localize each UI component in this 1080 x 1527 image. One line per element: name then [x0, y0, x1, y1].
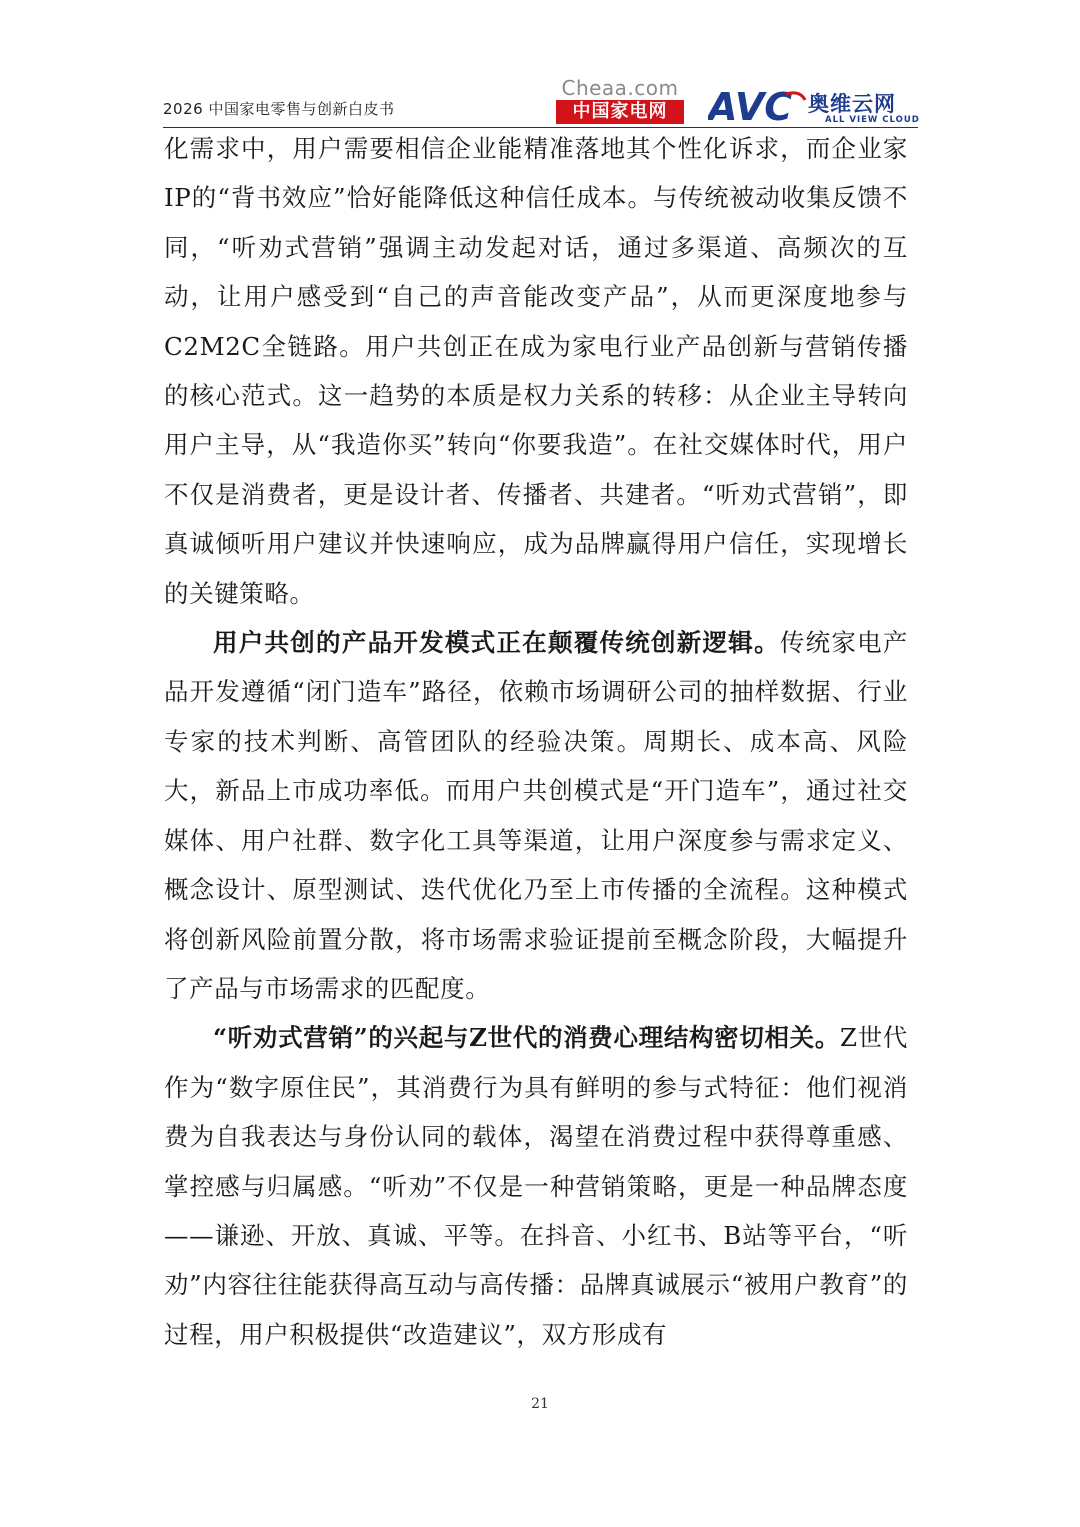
avc-logo-chinese: 奥维云网	[808, 92, 896, 116]
paragraph-text: 传统家电产品开发遵循“闭门造车”路径，依赖市场调研公司的抽样数据、行业专家的技术判断、高管团队的经验决策。周期长、成本高、风险大，新品上市成功率低。而用户共创模式是“开门造车”，通过社交媒体、用户社群、数字化工具等渠道，让用户深度参与需求定义、概念设计、原型测试、迭代优化乃至上市传播的全流程。这种模式将创新风险前置分散，将市场需求验证提前至概念阶段，大幅提升了产品与市场需求的匹配度。	[164, 628, 909, 1003]
avc-logo-mark	[708, 86, 808, 126]
cheaa-logo	[556, 76, 686, 126]
avc-logo-english: ALL VIEW CLOUD	[825, 115, 920, 125]
cheaa-logo-domain: Cheaa.com	[561, 76, 679, 100]
document-body	[164, 124, 908, 1359]
paragraph-lead: “听劝式营销”的兴起与Z世代的消费心理结构密切相关。	[213, 1023, 841, 1053]
paragraph-lead: 用户共创的产品开发模式正在颠覆传统创新逻辑。	[213, 628, 780, 658]
paragraph	[164, 1013, 908, 1359]
paragraph-text: 化需求中，用户需要相信企业能精准落地其个性化诉求，而企业家IP的“背书效应”恰好能降低这种信任成本。与传统被动收集反馈不同，“听劝式营销”强调主动发起对话，通过多渠道、高频次的互动，让用户感受到“自己的声音能改变产品”，从而更深度地参与C2M2C全链路。用户共创正在成为家电行业产品创新与营销传播的核心范式。这一趋势的本质是权力关系的转移：从企业主导转向用户主导，从“我造你买”转向“你要我造”。在社交媒体时代，用户不仅是消费者，更是设计者、传播者、共建者。“听劝式营销”，即真诚倾听用户建议并快速响应，成为品牌赢得用户信任，实现增长的关键策略。	[164, 134, 908, 608]
paragraph	[164, 618, 908, 1013]
document-title: 2026 中国家电零售与创新白皮书	[163, 100, 395, 118]
avc-logo-letters: AVC	[708, 86, 793, 126]
paragraph-text: Z世代作为“数字原住民”，其消费行为具有鲜明的参与式特征：他们视消费为自我表达与身份认同的载体，渴望在消费过程中获得尊重感、掌控感与归属感。“听劝”不仅是一种营销策略，更是一种品牌态度——谦逊、开放、真诚、平等。在抖音、小红书、B站等平台，“听劝”内容往往能获得高互动与高传播：品牌真诚展示“被用户教育”的过程，用户积极提供“改造建议”，双方形成有	[164, 1023, 908, 1349]
paragraph	[164, 124, 908, 618]
page-number: 21	[531, 1396, 549, 1412]
page-header	[163, 76, 923, 128]
cheaa-logo-name: 中国家电网	[556, 100, 684, 124]
avc-logo	[708, 86, 923, 126]
